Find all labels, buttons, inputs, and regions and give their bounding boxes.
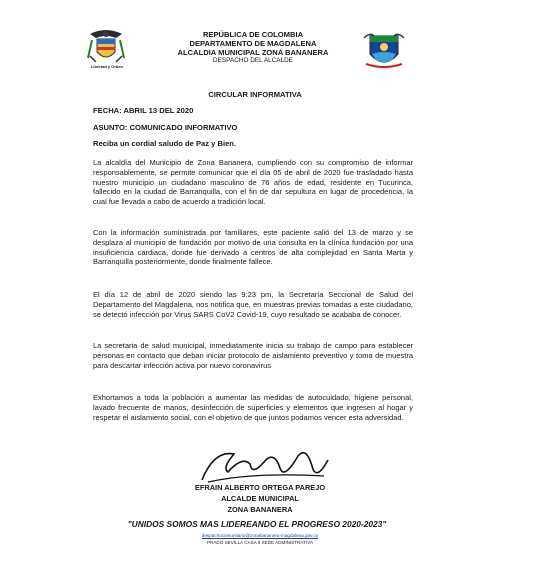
crest-motto: Libertad y Orden xyxy=(90,64,123,69)
paragraph-1: La alcaldía del Municipio de Zona Bananera, cumpliendo con su compromiso de informar responsablemente, se permite comunicar que el día 05 de abril de 2020 fue trasladado hasta nuestro municipio un ciudadano masculino de 76 años de edad, residente en Tucurinca, fallecido en la ciudad de Barranquilla, con el fin de dar sepultura en lugar de procedencia, la cual fue llevada a cabo de acuerdo a tradición local. xyxy=(93,158,413,207)
document-title: CIRCULAR INFORMATIVA xyxy=(208,90,302,99)
coat-of-arms-icon xyxy=(86,28,126,68)
footer-email[interactable]: despachocomunitario@zonabananera-magdalena.gov.co xyxy=(201,533,319,538)
municipal-shield-icon xyxy=(362,30,406,70)
subject-line: ASUNTO: COMUNICADO INFORMATIVO xyxy=(93,123,238,132)
signatory-name: EFRAIN ALBERTO ORTEGA PAREJO xyxy=(194,483,326,492)
header-line-1: REPÚBLICA DE COLOMBIA xyxy=(202,30,304,39)
signatory-role: ALCALDE MUNICIPAL xyxy=(221,494,299,503)
date-line: FECHA: ABRIL 13 DEL 2020 xyxy=(93,106,194,115)
greeting: Reciba un cordial saludo de Paz y Bien. xyxy=(93,139,237,148)
paragraph-5: Exhortamos a toda la población a aumentar las medidas de autocuidado, higiene personal, lavado frecuente de manos, desinfección de superficies y elementos que ingresen al hogar y respetar el aislamiento social, con el objetivo de que juntos podamos vencer esta adversidad. xyxy=(93,393,413,422)
header-line-2: DEPARTAMENTO DE MAGDALENA xyxy=(189,39,317,48)
paragraph-3: El día 12 de abril de 2020 siendo las 9:23 pm, la Secretaría Seccional de Salud del Departamento del Magdalena, nos notifica que, en muestras previas tomadas a este ciudadano, se detectó infección por Virus SARS CoV2 Covid-19, cuyo resultado se acababa de conocer. xyxy=(93,290,413,319)
slogan: "UNIDOS SOMOS MAS LIDEREANDO EL PROGRESO 2020-2023" xyxy=(127,519,387,529)
signatory-place: ZONA BANANERA xyxy=(227,505,293,514)
header-line-4: DESPACHO DEL ALCALDE xyxy=(213,57,293,64)
paragraph-2: Con la información suministrada por familiares, este paciente salió del 13 de marzo y se desplaza al municipio de fundación por motivo de una consulta en la clínica fundación por una insuficiencia cardiaca, donde fue derivado a centros de alta complejidad en Santa Marta y Barranquilla posteriormente, donde finalmente fallece. xyxy=(93,228,413,267)
letterhead xyxy=(150,30,356,65)
paragraph-4: La secretaria de salud municipal, inmediatamente inicia su trabajo de campo para establecer personas en contacto que deban iniciar protocolo de aislamiento preventivo y toma de muestra para descartar infección activa por nuevo coronavirus xyxy=(93,341,413,370)
footer-address: PRADO SEVILLA CASA 9 SEDE ADMINISTRATIVA xyxy=(206,540,314,545)
header-line-3: ALCALDIA MUNICIPAL ZONA BANANERA xyxy=(177,48,329,57)
